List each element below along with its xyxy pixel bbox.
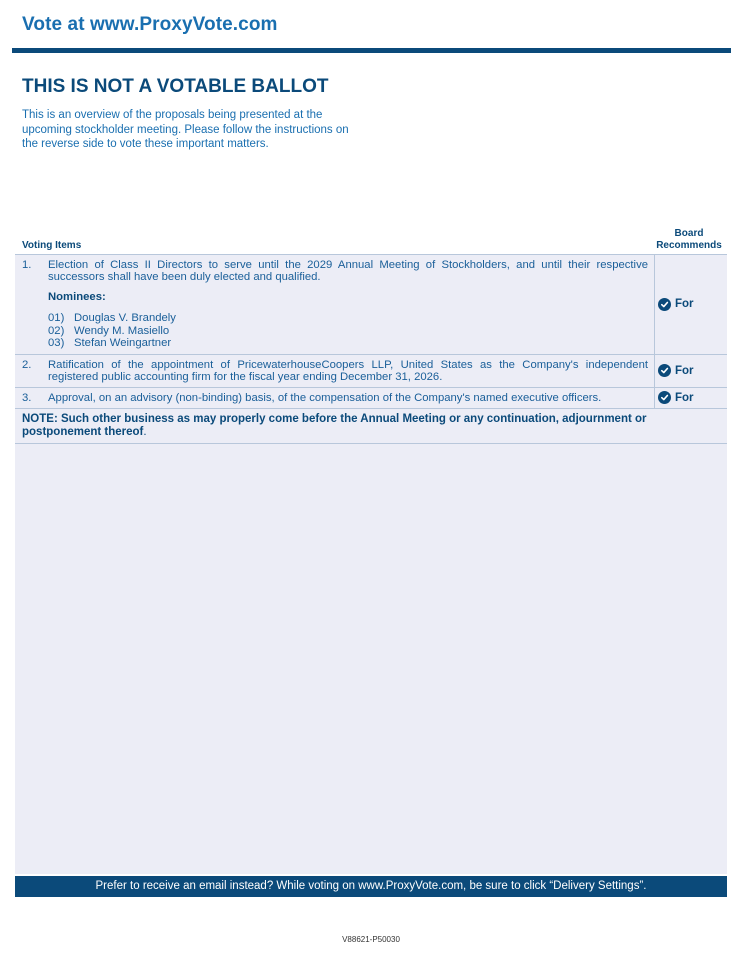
board-recommendation — [655, 255, 727, 354]
voting-table-body — [15, 254, 727, 874]
document-code: V88621-P50030 — [342, 935, 400, 944]
item-number: 1. — [22, 259, 32, 271]
nominee-item: 02) Wendy M. Masiello — [48, 324, 170, 337]
item-text: Approval, on an advisory (non-binding) basis, of the compensation of the Company's named executive officers. — [48, 391, 602, 404]
voting-table — [15, 226, 727, 874]
item-number: 2. — [22, 358, 32, 371]
board-recommendation — [655, 388, 727, 408]
nominee-item: 03) Stefan Weingartner — [48, 337, 172, 349]
voting-table-header — [15, 226, 727, 254]
header — [0, 0, 742, 50]
check-circle-icon — [658, 364, 671, 377]
header-title[interactable]: Vote at www.ProxyVote.com — [22, 14, 278, 35]
ballot-intro: This is an overview of the proposals being presented at the upcoming stockholder meeting. Please follow the instructions on the reverse side to vote these important matters. — [22, 109, 349, 150]
ballot-title: THIS IS NOT A VOTABLE BALLOT — [22, 76, 329, 97]
voting-item-2 — [15, 355, 727, 388]
recommendation-label: For — [675, 391, 694, 404]
voting-items-header: Voting Items — [22, 240, 82, 251]
check-circle-icon — [658, 298, 671, 311]
item-number: 3. — [22, 391, 32, 404]
blank-area — [15, 444, 727, 874]
board-recommendation — [655, 355, 727, 387]
voting-item-3 — [15, 388, 727, 409]
header-divider — [12, 48, 731, 53]
voting-item-1 — [15, 255, 727, 355]
board-recommends-header: Board Recommends — [656, 228, 722, 251]
nominee-item: 01) Douglas V. Brandely — [48, 312, 176, 324]
footer-banner: Prefer to receive an email instead? While voting on www.ProxyVote.com, be sure to click “Delivery Settings”. — [15, 876, 727, 897]
nominees-label: Nominees: — [48, 291, 106, 303]
check-circle-icon — [658, 391, 671, 404]
recommendation-label: For — [675, 298, 694, 311]
recommendation-label: For — [675, 364, 694, 377]
item-text: Ratification of the appointment of PricewaterhouseCoopers LLP, United States as the Company's independent registered public accounting firm for the fiscal year ending December 31, 2026. — [48, 358, 648, 383]
item-text: Election of Class II Directors to serve until the 2029 Annual Meeting of Stockholders, and until their respective successors shall have been duly elected and qualified. — [48, 259, 648, 283]
note: NOTE: Such other business as may properly come before the Annual Meeting or any continuation, adjournment or postponement thereof. — [15, 409, 727, 444]
